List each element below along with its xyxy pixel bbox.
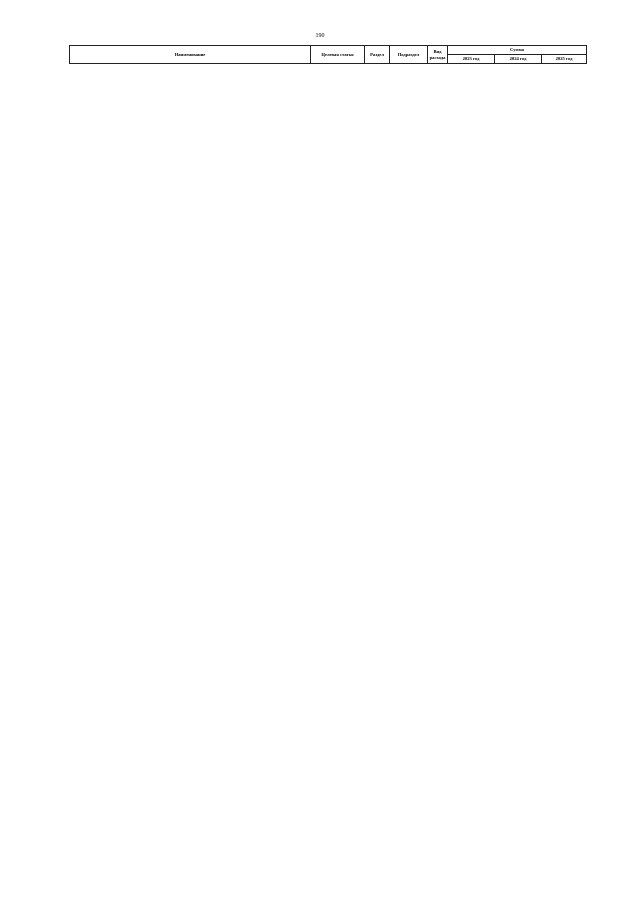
header-subsection: Подраздел <box>390 46 428 64</box>
header-section: Раздел <box>365 46 390 64</box>
header-year-2025: 2025 год <box>542 55 587 64</box>
header-year-2024: 2024 год <box>495 55 542 64</box>
header-expense-type: Вид расхода <box>428 46 448 64</box>
page-number: 190 <box>315 33 325 39</box>
header-year-2023: 2023 год <box>448 55 495 64</box>
header-article: Целевая статья <box>311 46 365 64</box>
header-sum: Сумма <box>448 46 587 55</box>
budget-table <box>69 45 587 64</box>
header-name: Наименование <box>70 46 311 64</box>
